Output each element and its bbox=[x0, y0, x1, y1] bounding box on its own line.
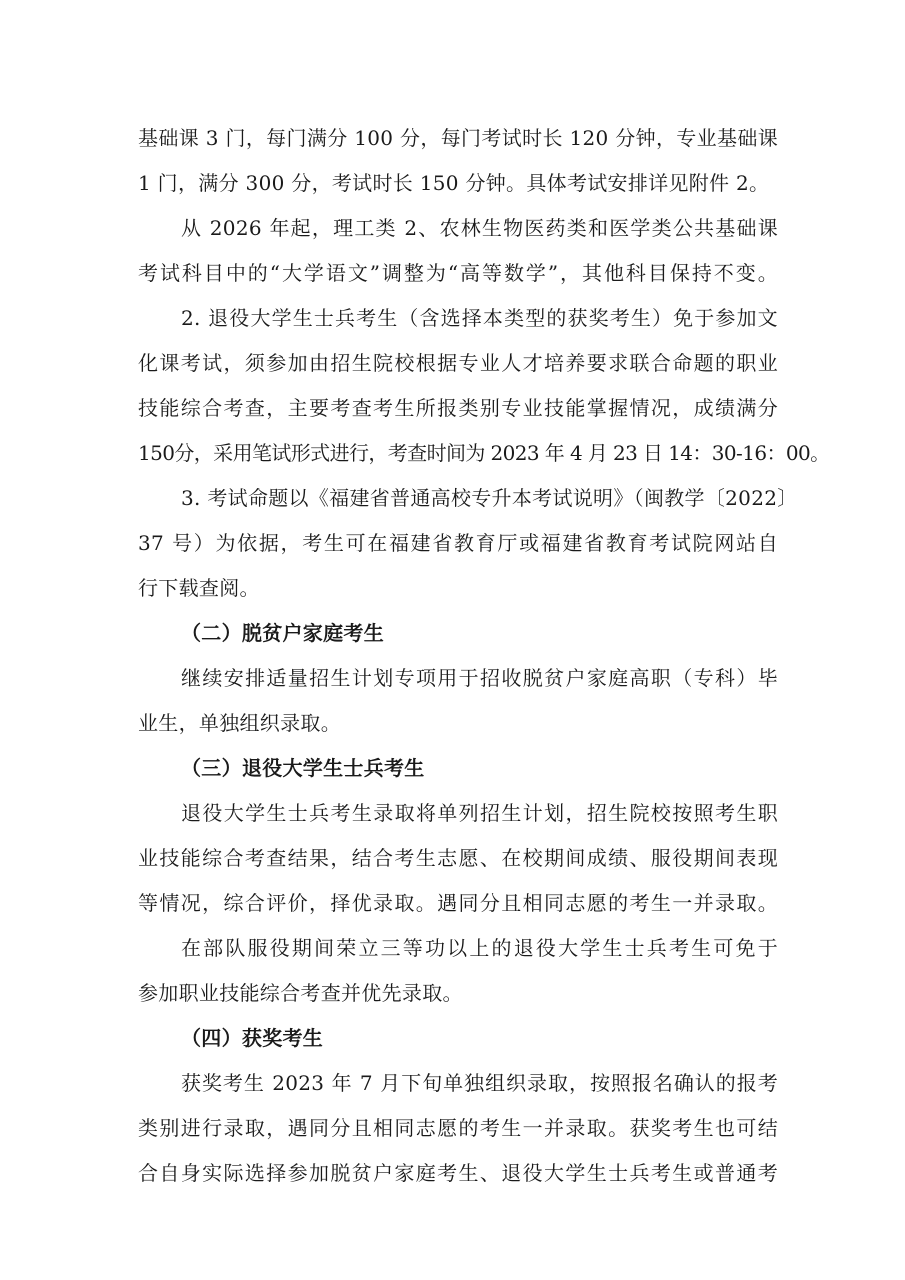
paragraph-line: 业技能综合考查结果，结合考生志愿、在校期间成绩、服役期间表现 bbox=[138, 846, 778, 870]
paragraph-line: 37 号）为依据，考生可在福建省教育厅或福建省教育考试院网站自 bbox=[138, 531, 778, 555]
paragraph-line: 在部队服役期间荣立三等功以上的退役大学生士兵考生可免于 bbox=[181, 936, 778, 960]
paragraph-line: 获奖考生 2023 年 7 月下旬单独组织录取，按照报名确认的报考 bbox=[181, 1071, 778, 1095]
paragraph-line: 考试科目中的“大学语文”调整为“高等数学”，其他科目保持不变。 bbox=[138, 261, 778, 285]
paragraph-line: 等情况，综合评价，择优录取。遇同分且相同志愿的考生一并录取。 bbox=[138, 891, 778, 915]
paragraph-line: 1 门，满分 300 分，考试时长 150 分钟。具体考试安排详见附件 2。 bbox=[138, 171, 770, 195]
paragraph-line: 从 2026 年起，理工类 2、农林生物医药类和医学类公共基础课 bbox=[181, 216, 778, 240]
paragraph-line: 合自身实际选择参加脱贫户家庭考生、退役大学生士兵考生或普通考 bbox=[138, 1161, 778, 1185]
paragraph-line: 行下载查阅。 bbox=[138, 576, 260, 600]
section-heading: （二）脱贫户家庭考生 bbox=[181, 621, 384, 645]
section-heading: （三）退役大学生士兵考生 bbox=[181, 756, 425, 780]
paragraph-line: 退役大学生士兵考生录取将单列招生计划，招生院校按照考生职 bbox=[181, 801, 778, 825]
paragraph-line: 类别进行录取，遇同分且相同志愿的考生一并录取。获奖考生也可结 bbox=[138, 1116, 778, 1140]
paragraph-line: 业生，单独组织录取。 bbox=[138, 711, 341, 735]
paragraph-line: 继续安排适量招生计划专项用于招收脱贫户家庭高职（专科）毕 bbox=[181, 666, 778, 690]
paragraph-line: 150分，采用笔试形式进行，考查时间为 2023 年 4 月 23 日 14：30-16：00。 bbox=[138, 441, 830, 465]
section-heading: （四）获奖考生 bbox=[181, 1026, 324, 1050]
paragraph-line: 2. 退役大学生士兵考生（含选择本类型的获奖考生）免于参加文 bbox=[181, 306, 778, 330]
paragraph-line: 技能综合考查，主要考查考生所报类别专业技能掌握情况，成绩满分 bbox=[138, 396, 778, 420]
paragraph-line: 参加职业技能综合考查并优先录取。 bbox=[138, 981, 463, 1005]
paragraph-line: 化课考试，须参加由招生院校根据专业人才培养要求联合命题的职业 bbox=[138, 351, 778, 375]
paragraph-line: 基础课 3 门，每门满分 100 分，每门考试时长 120 分钟，专业基础课 bbox=[138, 126, 778, 150]
paragraph-line: 3. 考试命题以《福建省普通高校专升本考试说明》（闽教学〔2022〕 bbox=[181, 486, 798, 510]
